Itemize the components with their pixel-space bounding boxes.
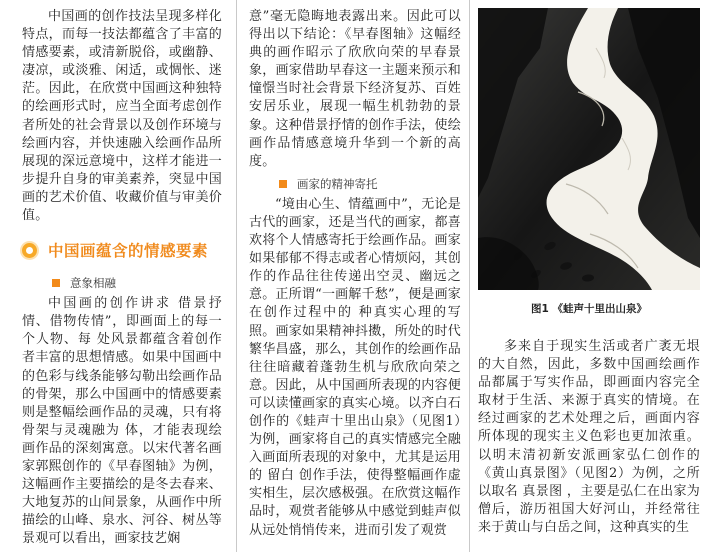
- subheading-text: 画家的精神寄托: [297, 176, 378, 191]
- body-paragraph: 多来自于现实生活或者广袤无垠的大自然，因此，多数中国画绘画作品都属于写实作品，即画面内容完全取材于生活、来源于真实的情境。在经过画家的艺术处理之后，画面内容所体现的现实主义色彩也更加浓重。以明末清初新安派画家弘仁创作的《黄山真景图》（见图2）为例，之所以取名 真景图 ，主要是弘仁在出家为僧后，游历祖国大好河山，并经常往来于黄山与白岳之间，这种真实的生: [478, 339, 700, 535]
- column-right: [478, 8, 700, 537]
- column-left: [22, 8, 222, 548]
- body-paragraph: 中国画的创作讲求 借景抒情、借物传情”，即画面上的每一个人物、每 处风景都蕴含着创作者丰富的思想情感。如果中国画中的色彩与线条能够勾勒出绘画作品的骨架，那么中国画中的情感要素则是整幅绘画作品的灵魂，只有将骨架与灵魂融为 体，才能表现绘画作品的深刻寓意。以宋代著名画家郭熙创作的《早春图轴》为例，这幅画作主要描绘的是冬去春来、大地复苏的山间景象，从画作中所描绘的山峰、泉水、河谷、树丛等景观可以看出，画家技艺娴: [22, 296, 222, 547]
- subheading-text: 意象相融: [70, 276, 116, 291]
- section-heading-text: 中国画蕴含的情感要素: [48, 242, 209, 261]
- column-divider: [236, 0, 237, 552]
- intro-paragraph: 中国画的创作技法呈现多样化特点，而每一技法都蕴含了丰富的情感要素，或清新脱俗，或幽静、凄凉，或淡雅、闲适，或惆怅、迷茫。因此，在欣赏中国画这种独特的绘画形式时，应当全面考虑创作者所处的社会背景以及创作环境与绘画内容，并快速融入绘画作品所展现的深远意境中，这样才能进一步提升自身的审美素养，突显中国画的艺术价值、收藏价值与审美价值。: [22, 9, 222, 224]
- subheading: [52, 274, 222, 292]
- section-heading: [22, 238, 222, 262]
- subheading: [279, 175, 461, 193]
- column-divider: [469, 0, 470, 552]
- painting-image: [478, 8, 700, 290]
- figure-caption: 图1 《蛙声十里出山泉》: [531, 303, 647, 315]
- column-middle: [249, 8, 461, 540]
- circle-bullet-icon: [22, 243, 37, 258]
- square-bullet-icon: [279, 180, 287, 188]
- body-paragraph: 意”毫无隐晦地表露出来。因此可以得出以下结论：《早春图轴》这幅经典的画作昭示了欣欣向荣的早春景象，画家借助早春这一主题来预示和憧憬当时社会背景下经济复苏、百姓安居乐业，展现一幅生机勃勃的景象。这种借景抒情的创作手法，使绘画作品情感意境升华到一个新的高度。: [249, 9, 461, 169]
- body-paragraph: “境由心生、情蕴画中”，无论是古代的画家，还是当代的画家，都喜欢将个人情感寄托于绘画作品。画家如果郁郁不得志或者心情烦闷，其创作的作品往往传递出空灵、幽远之意。正所谓“一画解千愁”，便是画家在创作过程中的 种真实心理的写照。画家如果精神抖擞，所处的时代繁华昌盛，那么，其创作的绘画作品往往暗藏着蓬勃生机与欣欣向荣之意。因此，从中国画所表现的内容便可以读懂画家的真实心境。以齐白石创作的《蛙声十里出山泉》（见图1）为例，画家将自己的真实情感完全融入画面所表现的对象中，尤其是运用的 留白 创作手法，使得整幅画作虚实相生，层次感极强。在欣赏这幅作品时，观赏者能够从中感觉到蛙声似从远处悄悄传来，进而引发了观赏: [249, 196, 461, 538]
- square-bullet-icon: [52, 279, 60, 287]
